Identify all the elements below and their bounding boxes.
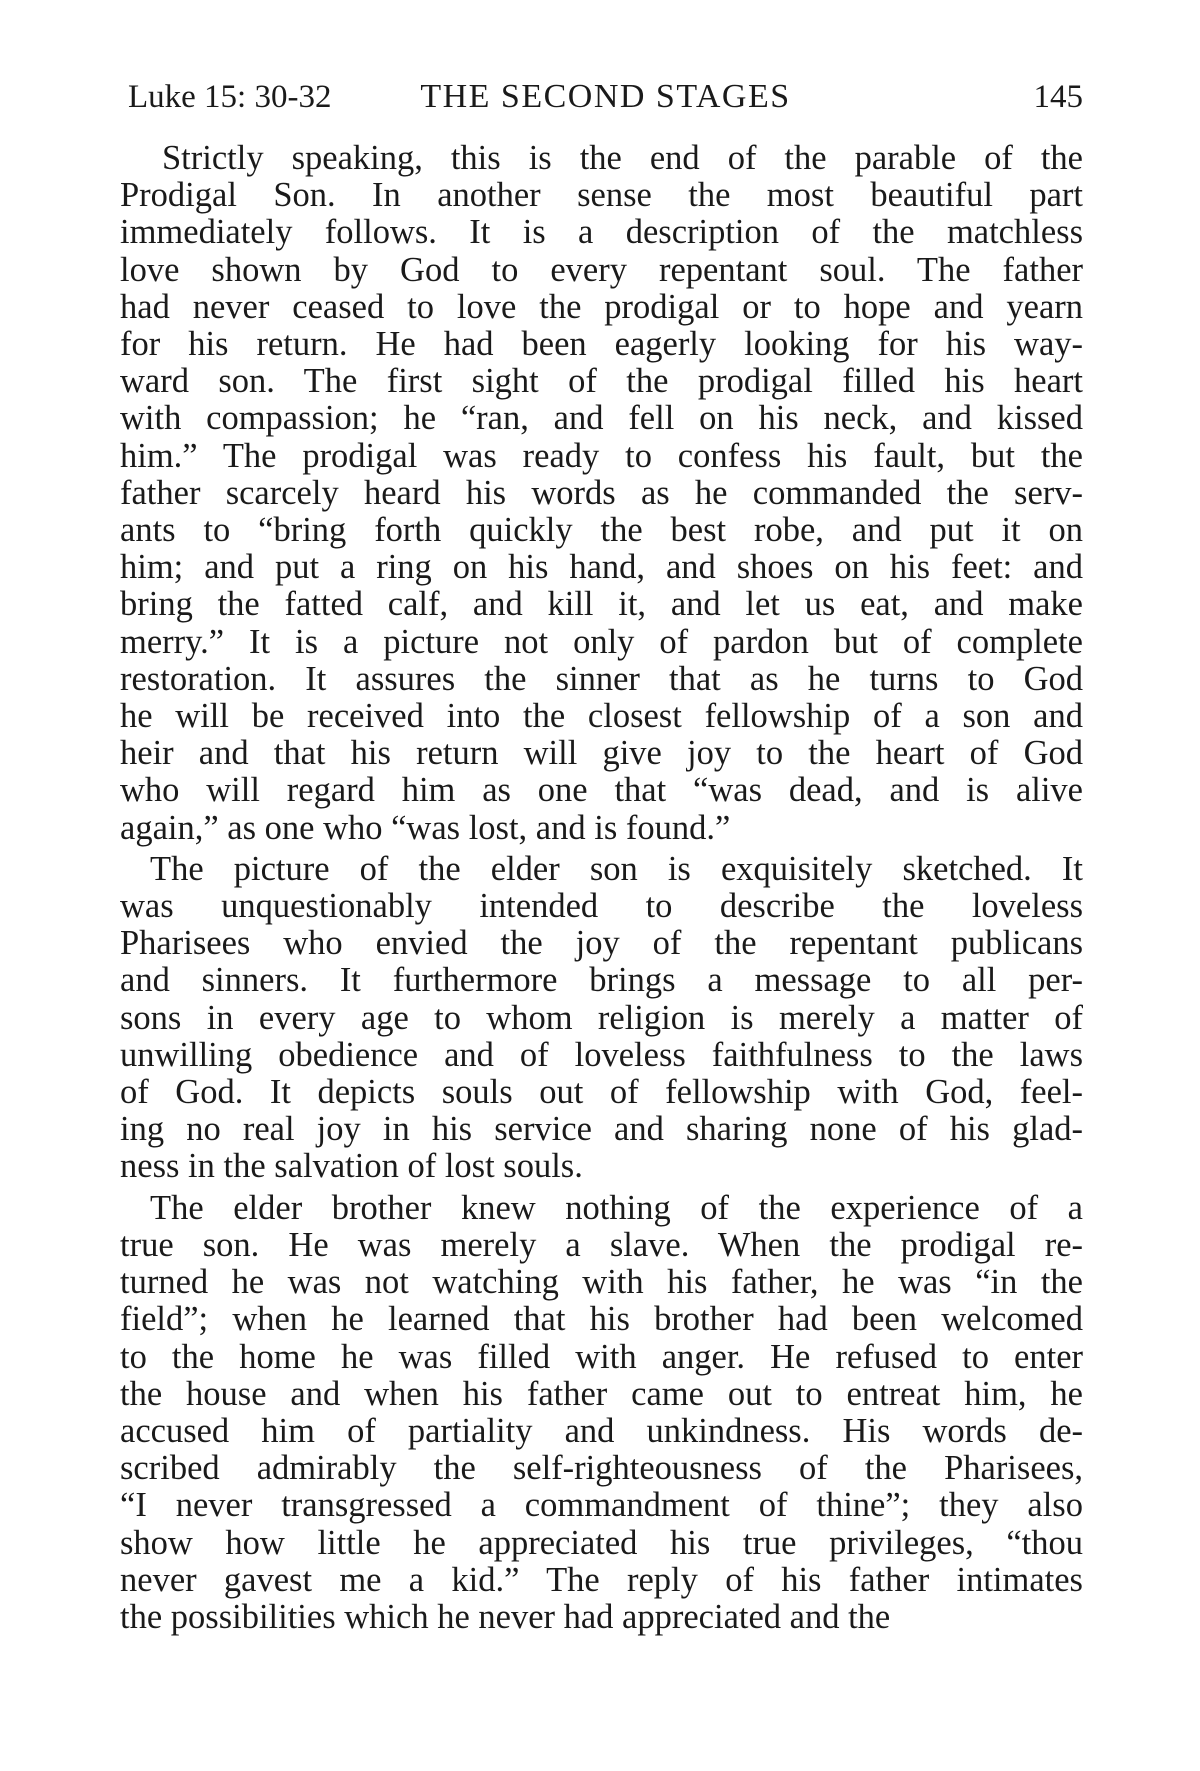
- text-line: of God. It depicts souls out of fellowship with God, feel-: [120, 1073, 1083, 1112]
- text-line: heir and that his return will give joy to the heart of God: [120, 734, 1083, 773]
- text-line: bring the fatted calf, and kill it, and let us eat, and make: [120, 585, 1083, 624]
- text-line: ward son. The first sight of the prodigal filled his heart: [120, 362, 1083, 401]
- paragraph-1: [120, 140, 1083, 847]
- text-line: The picture of the elder son is exquisitely sketched. It: [150, 849, 1083, 888]
- text-line: the possibilities which he never had appreciated and the: [120, 1597, 891, 1636]
- text-line: turned he was not watching with his father, he was “in the: [120, 1263, 1083, 1302]
- text-line: and sinners. It furthermore brings a message to all per-: [120, 961, 1083, 1000]
- body-text: [120, 140, 1083, 1640]
- text-line: again,” as one who “was lost, and is found.”: [120, 808, 731, 847]
- text-line: with compassion; he “ran, and fell on his neck, and kissed: [120, 399, 1083, 438]
- text-line: never gavest me a kid.” The reply of his father intimates: [120, 1560, 1083, 1599]
- text-line: the house and when his father came out to entreat him, he: [120, 1374, 1083, 1413]
- text-line: accused him of partiality and unkindness. His words de-: [120, 1411, 1083, 1450]
- paragraph-2: [120, 851, 1083, 1186]
- text-line: was unquestionably intended to describe the loveless: [120, 887, 1083, 926]
- text-line: unwilling obedience and of loveless faithfulness to the laws: [120, 1035, 1083, 1074]
- section-title: THE SECOND STAGES: [420, 78, 791, 115]
- running-head: [128, 72, 1083, 122]
- text-line: immediately follows. It is a description of the matchless: [120, 213, 1083, 252]
- text-line: ants to “bring forth quickly the best robe, and put it on: [120, 511, 1083, 550]
- text-line: true son. He was merely a slave. When the prodigal re-: [120, 1225, 1083, 1264]
- text-line: merry.” It is a picture not only of pardon but of complete: [120, 622, 1083, 661]
- text-line: had never ceased to love the prodigal or to hope and yearn: [120, 287, 1083, 326]
- text-line: for his return. He had been eagerly looking for his way-: [120, 325, 1083, 364]
- text-line: to the home he was filled with anger. He refused to enter: [120, 1337, 1083, 1376]
- text-line: who will regard him as one that “was dead, and is alive: [120, 771, 1083, 810]
- text-line: scribed admirably the self-righteousness of the Pharisees,: [120, 1449, 1083, 1488]
- text-line: him.” The prodigal was ready to confess his fault, but the: [120, 436, 1083, 475]
- text-line: show how little he appreciated his true privileges, “thou: [120, 1523, 1083, 1562]
- text-line: father scarcely heard his words as he commanded the serv-: [120, 473, 1083, 512]
- text-line: “I never transgressed a commandment of thine”; they also: [120, 1486, 1083, 1525]
- text-line: sons in every age to whom religion is merely a matter of: [120, 998, 1083, 1037]
- chapter-reference: Luke 15: 30-32: [128, 79, 332, 115]
- text-line: The elder brother knew nothing of the experience of a: [150, 1188, 1083, 1227]
- text-line: he will be received into the closest fellowship of a son and: [120, 697, 1083, 736]
- text-line: ing no real joy in his service and sharing none of his glad-: [120, 1110, 1083, 1149]
- text-line: restoration. It assures the sinner that as he turns to God: [120, 659, 1083, 698]
- text-line: Prodigal Son. In another sense the most beautiful part: [120, 176, 1083, 215]
- text-line: Pharisees who envied the joy of the repentant publicans: [120, 924, 1083, 963]
- paragraph-3: [120, 1190, 1083, 1636]
- text-line: love shown by God to every repentant soul. The father: [120, 250, 1083, 289]
- text-line: him; and put a ring on his hand, and shoes on his feet: and: [120, 548, 1083, 587]
- page-number: 145: [1033, 79, 1083, 115]
- text-line: ness in the salvation of lost souls.: [120, 1147, 583, 1186]
- text-line: field”; when he learned that his brother had been welcomed: [120, 1300, 1083, 1339]
- text-line: Strictly speaking, this is the end of the parable of the: [162, 139, 1083, 177]
